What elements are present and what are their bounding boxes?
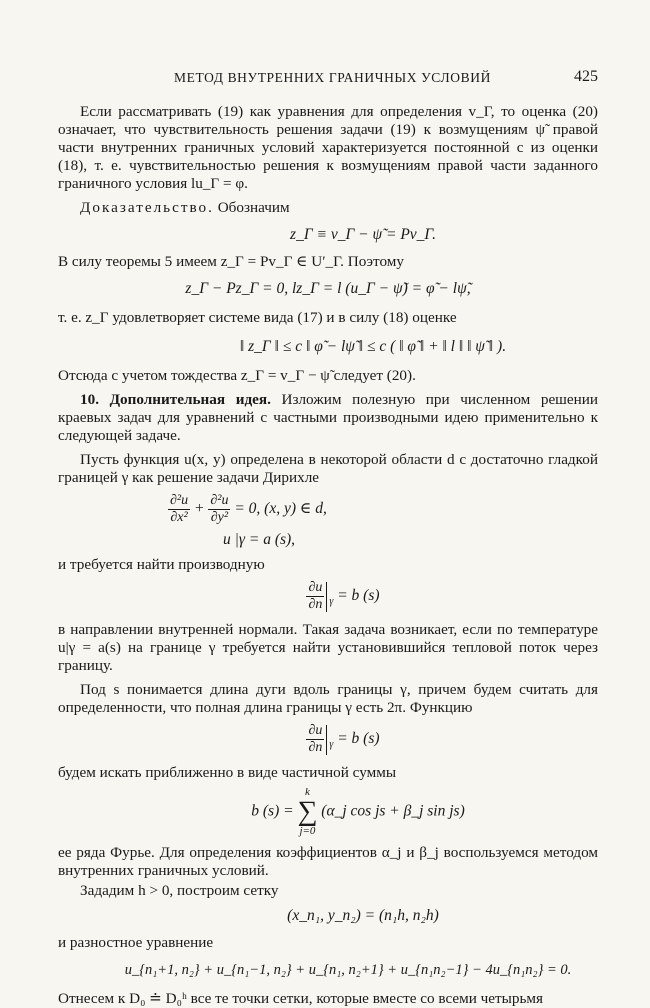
page bbox=[58, 62, 598, 1008]
paragraph-grid: Зададим h > 0, построим сетку bbox=[80, 882, 279, 899]
fraction-du-dn: $\frac{\partial u}{\partial n}$ bbox=[308, 580, 323, 612]
paragraph-arc-length: Под s понимается длина дуги вдоль границы γ, причем будем считать для определенности, что полная длина границы γ есть 2π. Функцию bbox=[58, 681, 598, 716]
paragraph-1: Если рассматривать (19) как уравнения для определения v_Г, то оценка (20) означает, что чувствительность решения задачи (19) к возмущениям ψ̃ правой части внутренних граничных условий характеризуется постоянной c из оценки (18), т. е. чувствительностью решения к возмущениям правой части заданного граничного условия lu_Г = φ. bbox=[58, 103, 598, 192]
formula-grid: (x_n₁, y_n₂) = (n₁h, n₂h) bbox=[287, 907, 439, 924]
formula-normal-derivative-2: $\frac{\partial u}{\partial n}$ $_\gamma$ = b (s) bbox=[308, 723, 380, 755]
fraction-du-dn-2: $\frac{\partial u}{\partial n}$ bbox=[308, 723, 323, 755]
section-10-text: Изложим полезную при численном решении краевых задач для уравнений с частными производными идею применительно к следующей задаче. bbox=[58, 391, 599, 444]
formula-normal-derivative-1: $\frac{\partial u}{\partial n}$ $_\gamma$ = b (s) bbox=[308, 580, 380, 612]
dirichlet-boundary-condition: u |γ = a (s), bbox=[223, 531, 296, 548]
paragraph-d0: Отнесем к D₀ ≐ D₀ʰ все те точки сетки, которые вместе со всеми четырьмя bbox=[58, 990, 544, 1007]
proof-rest: Обозначим bbox=[217, 199, 290, 216]
sum-symbol: k ∑ j=0 bbox=[297, 786, 318, 837]
section-10-heading: 10. Дополнительная идея. bbox=[80, 391, 271, 408]
formula-system: z_Г − Pz_Г = 0, lz_Г = l (u_Г − ψ̃) = φ̃ − lψ̃, bbox=[185, 280, 471, 297]
formula-estimate: ‖ z_Г ‖ ≤ c ‖ φ̃ − lψ̃ ‖ ≤ c ( ‖ φ̃ ‖ + ‖ l ‖ ‖ ψ̃ ‖ ). bbox=[239, 338, 507, 355]
fraction-d2u-dx2: $\frac{\text{∂²u}}{\text{∂x²}}$ bbox=[170, 493, 189, 525]
paragraph-difference-eq: и разностное уравнение bbox=[58, 934, 214, 951]
page-number: 425 bbox=[574, 68, 598, 85]
formula-z-def: z_Г ≡ v_Г − ψ̃ = Pv_Г. bbox=[290, 226, 436, 243]
fraction-d2u-dy2: $\frac{\text{∂²u}}{\text{∂y²}}$ bbox=[210, 493, 229, 525]
dirichlet-equation-tail: = 0, (x, y) ∈ d, bbox=[234, 500, 327, 518]
proof-label: Доказательство. bbox=[80, 199, 214, 216]
paragraph-conclusion: Отсюда с учетом тождества z_Г = v_Г − ψ̃ следует (20). bbox=[58, 367, 416, 384]
formula-dirichlet: $\frac{\text{∂²u}}{\text{∂x²}}$ + $\frac{\text{∂²u}}{\text{∂y²}}$ = 0, (x, y) ∈ d, u |γ = a (s), bbox=[58, 493, 598, 550]
formula-fourier-sum: b (s) = k ∑ j=0 (α_j cos js + β_j sin js) bbox=[251, 786, 465, 837]
section-10 bbox=[58, 391, 598, 445]
paragraph-partial-sum: будем искать приближенно в виде частичной суммы bbox=[58, 764, 397, 781]
paragraph-dirichlet: Пусть функция u(x, y) определена в некоторой области d с достаточно гладкой границей γ как решение задачи Дирихле bbox=[58, 451, 598, 486]
running-title: МЕТОД ВНУТРЕННИХ ГРАНИЧНЫХ УСЛОВИЙ bbox=[174, 70, 491, 85]
paragraph-estimate-intro: т. е. z_Г удовлетворяет системе вида (17) и в силу (18) оценке bbox=[58, 309, 457, 326]
paragraph-derivative: и требуется найти производную bbox=[58, 556, 265, 573]
paragraph-theorem5: В силу теоремы 5 имеем z_Г = Pv_Г ∈ U′_Г. Поэтому bbox=[58, 253, 404, 270]
paragraph-heat-flux: в направлении внутренней нормали. Такая задача возникает, если по температуре u|γ = a(s) на границе γ требуется найти установившийся тепловой поток через границу. bbox=[58, 621, 598, 674]
running-header bbox=[58, 62, 598, 86]
proof-intro bbox=[58, 199, 598, 217]
paragraph-fourier: ее ряда Фурье. Для определения коэффициентов α_j и β_j воспользуемся методом внутренних граничных условий. bbox=[58, 844, 598, 879]
formula-difference-eq: u_{n₁+1, n₂} + u_{n₁−1, n₂} + u_{n₁, n₂+1} + u_{n₁n₂−1} − 4u_{n₁n₂} = 0. bbox=[124, 962, 572, 978]
